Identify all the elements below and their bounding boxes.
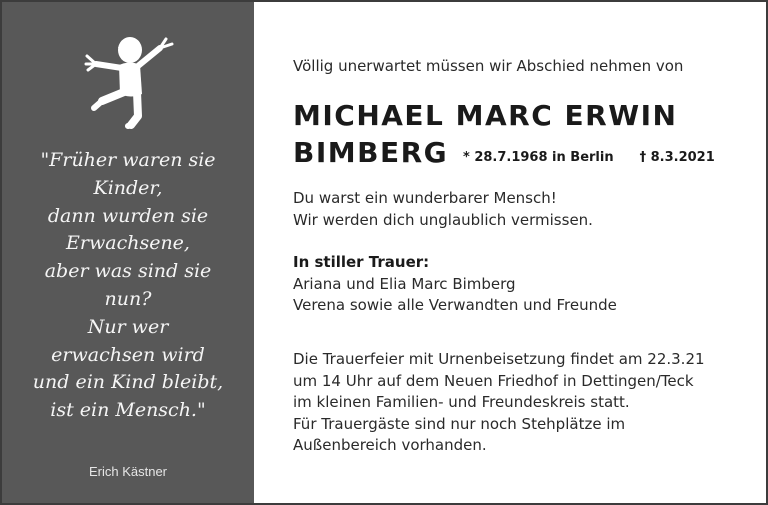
life-dates	[463, 150, 715, 165]
ceremony-line: Für Trauergäste sind nur noch Stehplätze im	[293, 414, 626, 433]
ceremony-line: Die Trauerfeier mit Urnenbeisetzung findet am 22.3.21	[293, 350, 705, 368]
message-line: Du warst ein wunderbarer Mensch!	[293, 189, 557, 207]
quote-author: Erich Kästner	[88, 464, 168, 479]
deceased-name-line-1: MICHAEL MARC ERWIN	[293, 99, 678, 132]
farewell-message	[293, 188, 593, 231]
mourner-line: Verena sowie alle Verwandten und Freunde	[293, 296, 617, 314]
death-date: † 8.3.2021	[639, 150, 715, 165]
intro-text: Völlig unerwartet müssen wir Abschied nehmen von	[293, 57, 684, 75]
quote-line: und ein Kind bleibt,	[32, 371, 224, 394]
quote-line: aber was sind sie	[44, 260, 212, 283]
quote-line: "Früher waren sie	[40, 149, 216, 171]
ceremony-line: um 14 Uhr auf dem Neuen Friedhof in Dettingen/Teck	[293, 371, 694, 390]
quote-line: Kinder,	[93, 176, 163, 199]
message-line: Wir werden dich unglaublich vermissen.	[293, 210, 593, 229]
mourning-heading: In stiller Trauer:	[293, 253, 430, 271]
mourner-line: Ariana und Elia Marc Bimberg	[293, 274, 516, 293]
ceremony-line: im kleinen Familien- und Freundeskreis statt.	[293, 393, 630, 411]
quote-line: ist ein Mensch."	[50, 399, 206, 422]
mourners-block	[293, 252, 617, 317]
quote-line: Erwachsene,	[66, 232, 190, 255]
quote-line: Nur wer	[87, 315, 169, 338]
quote-line: nun?	[104, 287, 152, 310]
quote-panel	[2, 2, 254, 503]
quote-line: dann wurden sie	[47, 204, 209, 227]
ceremony-line: Außenbereich vorhanden.	[293, 436, 487, 454]
birth-date: * 28.7.1968 in Berlin	[463, 150, 614, 165]
jumping-child-silhouette-icon	[82, 32, 182, 132]
deceased-name-line-2: BIMBERG	[293, 136, 449, 169]
ceremony-info	[293, 349, 705, 457]
quote-line: erwachsen wird	[51, 343, 205, 366]
quote-text	[2, 147, 254, 425]
